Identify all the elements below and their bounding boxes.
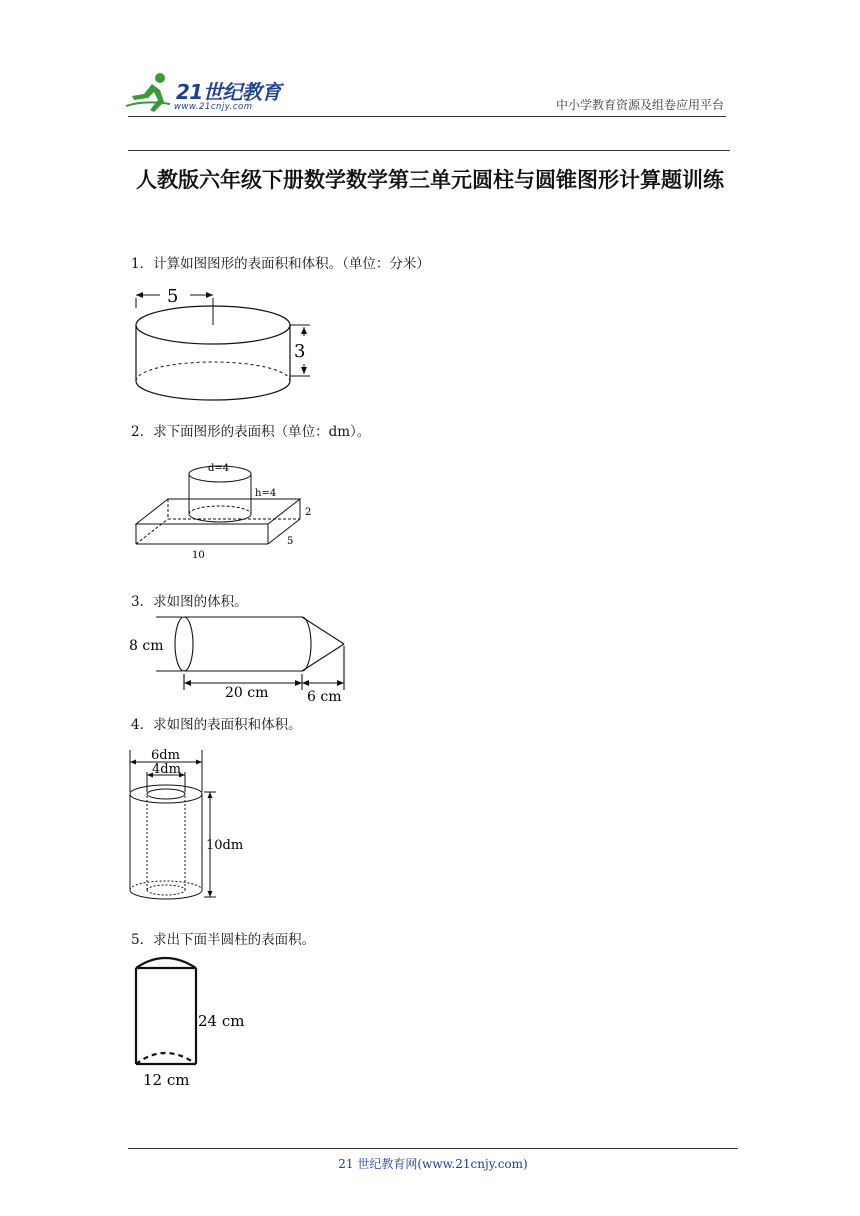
q4-label-inner-diameter: 4dm xyxy=(152,762,181,777)
question-5-figure xyxy=(128,952,258,1092)
runner-icon xyxy=(124,70,176,114)
question-4-figure xyxy=(124,742,264,912)
question-4-text: 4．求如图的表面积和体积。 xyxy=(131,717,302,733)
q1-label-radius: 5 xyxy=(167,286,179,307)
q4-label-height: 10dm xyxy=(206,838,244,853)
q2-label-cyl-height: h=4 xyxy=(255,488,277,499)
question-5-text: 5．求出下面半圆柱的表面积。 xyxy=(131,932,316,948)
q2-label-diameter: d=4 xyxy=(208,463,230,474)
q2-label-length: 10 xyxy=(192,550,205,561)
q3-label-diameter: 8 cm xyxy=(129,638,164,654)
logo-url: www.21cnjy.com xyxy=(174,102,253,112)
question-2-figure xyxy=(132,452,332,564)
footer-text: 21 世纪教育网(www.21cnjy.com) xyxy=(338,1157,528,1171)
q1-label-height: 3 xyxy=(294,341,306,362)
q2-label-width: 5 xyxy=(287,536,294,547)
question-1-text: 1．计算如图图形的表面积和体积。（单位：分米） xyxy=(131,256,430,272)
question-2-text: 2．求下面图形的表面积（单位：dm）。 xyxy=(131,424,371,440)
page-title: 人教版六年级下册数学数学第三单元圆柱与圆锥图形计算题训练 xyxy=(136,167,724,192)
header-divider xyxy=(128,116,726,117)
question-3-figure xyxy=(126,610,356,708)
q3-label-cyl-length: 20 cm xyxy=(225,685,269,701)
platform-name: 中小学教育资源及组卷应用平台 xyxy=(555,98,724,112)
title-divider xyxy=(128,150,730,151)
question-1-figure xyxy=(126,284,326,404)
question-3-text: 3．求如图的体积。 xyxy=(131,594,248,610)
q4-label-outer-diameter: 6dm xyxy=(151,748,180,763)
q5-label-diameter: 12 cm xyxy=(143,1071,190,1089)
footer-divider xyxy=(128,1148,738,1149)
logo-text: 21世纪教育 xyxy=(176,80,281,104)
q5-label-height: 24 cm xyxy=(198,1012,245,1030)
q2-label-box-height: 2 xyxy=(305,507,312,518)
q3-label-cone-length: 6 cm xyxy=(307,689,342,705)
